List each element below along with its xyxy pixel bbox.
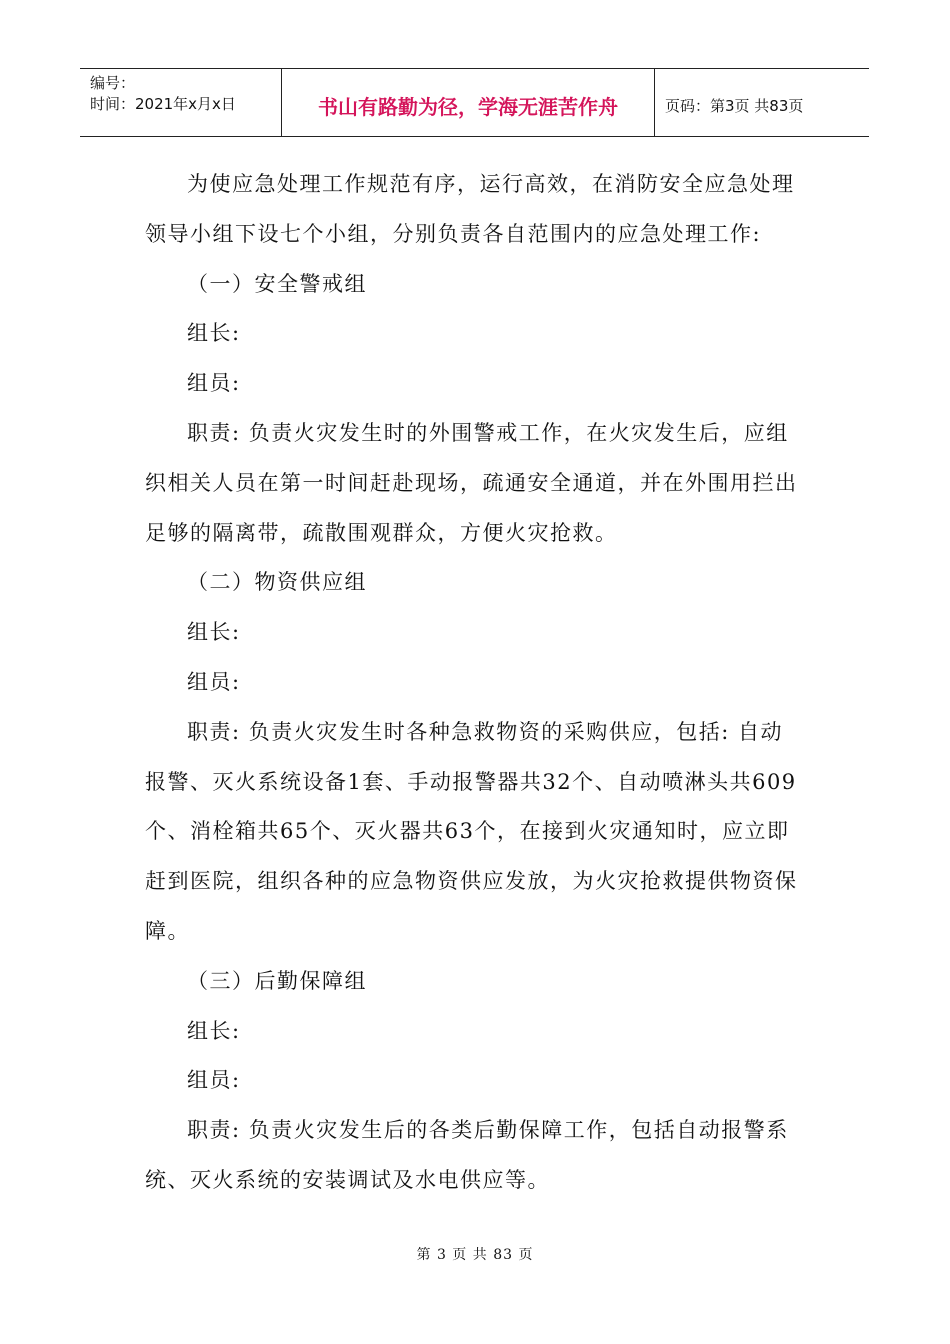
paragraph-intro: 为使应急处理工作规范有序，运行高效，在消防安全应急处理领导小组下设七个小组，分别负责各自范围内的应急处理工作: (145, 172, 795, 246)
section-heading: （一）安全警戒组 (187, 271, 367, 296)
group-members: 组员: (187, 371, 241, 396)
section-heading: （三）后勤保障组 (187, 968, 367, 993)
group-duties: 职责: 负责火灾发生时的外围警戒工作，在火灾发生后，应组织相关人员在第一时间赶赴现场，疏通安全通道，并在外围用拦出足够的隔离带，疏散围观群众，方便火灾抢救。 (145, 420, 798, 545)
page-footer: 第 3 页 共 83 页 (416, 1247, 534, 1263)
header-page-number: 页码：第3页 共83页 (665, 97, 804, 115)
header-motto: 书山有路勤为径，学海无涯苦作舟 (282, 69, 655, 136)
group-leader: 组长: (187, 1018, 241, 1043)
group-members: 组员: (187, 1068, 241, 1093)
group-leader: 组长: (187, 620, 241, 645)
group-duties: 职责: 负责火灾发生时各种急救物资的采购供应，包括: 自动报警、灭火系统设备1套、手动报警器共32个、自动喷淋头共609个、消栓箱共65个、灭火器共63个，在接到火灾通知时，应立即赶到医院，组织各种的应急物资供应发放，为火灾抢救提供物资保障。 (145, 719, 798, 943)
group-members: 组员: (187, 669, 241, 694)
document-number: 编号： (90, 74, 136, 92)
document-body (145, 160, 805, 1206)
group-leader: 组长: (187, 321, 241, 346)
header-meta (80, 69, 282, 136)
page-header (80, 68, 869, 137)
group-duties: 职责: 负责火灾发生后的各类后勤保障工作，包括自动报警系统、灭火系统的安装调试及水电供应等。 (145, 1118, 789, 1192)
document-date: 时间：2021年x月x日 (90, 95, 236, 113)
section-heading: （二）物资供应组 (187, 570, 367, 595)
